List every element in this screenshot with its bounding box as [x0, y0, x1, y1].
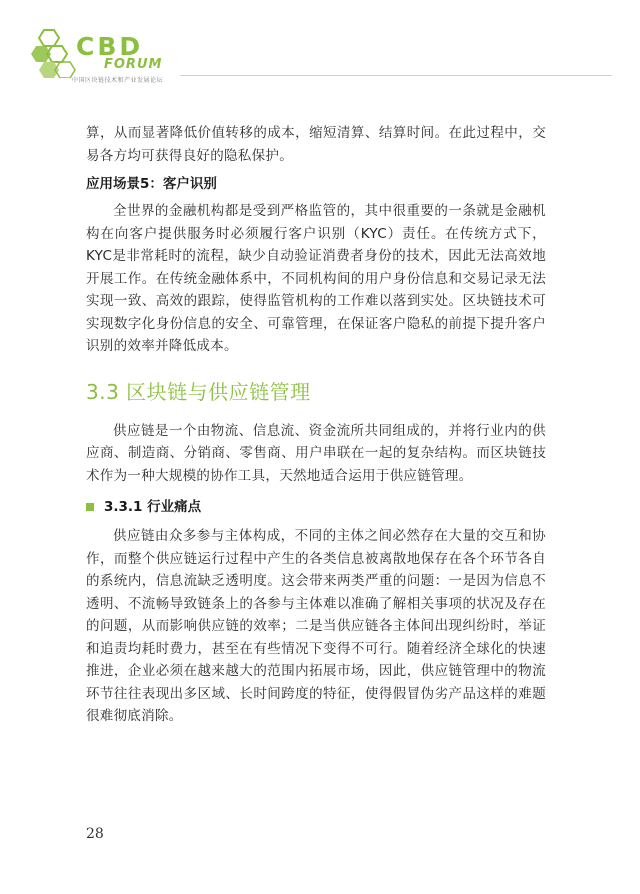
- page-number: 28: [86, 826, 104, 842]
- hexagon-logo-icon: [30, 28, 76, 78]
- section-heading: 3.3 区块链与供应链管理: [86, 379, 311, 404]
- subsection-label: 3.3.1 行业痛点: [104, 499, 202, 515]
- subsection-heading: [86, 497, 546, 517]
- paragraph-continued: 算，从而显著降低价值转移的成本，缩短清算、结算时间。在此过程中，交易各方均可获得良好的隐私保护。: [86, 125, 546, 164]
- bullet-square-icon: [86, 503, 94, 511]
- header-divider: [180, 75, 612, 76]
- scene-heading: 应用场景5：客户识别: [86, 176, 217, 192]
- paragraph-supply-chain: 供应链是一个由物流、信息流、资金流所共同组成的，并将行业内的供应商、制造商、分销商、零售商、用户串联在一起的复杂结构。而区块链技术作为一种大规模的协作工具，天然地适合运用于供应链管理。: [86, 422, 546, 484]
- paragraph-pain-points: 供应链由众多参与主体构成，不同的主体之间必然存在大量的交互和协作，而整个供应链运行过程中产生的各类信息被离散地保存在各个环节各自的系统内，信息流缺乏透明度。这会带来两类严重的问题：一是因为信息不透明、不流畅导致链条上的各参与主体难以准确了解相关事项的状况及存在的问题，从而影响供应链的效率；二是当供应链各主体间出现纠纷时，举证和追责均耗时费力，甚至在有些情况下变得不可行。随着经济全球化的快速推进，企业必须在越来越大的范围内拓展市场，因此，供应链管理中的物流环节往往表现出多区域、长时间跨度的特征，使得假冒伪劣产品这样的难题很难彻底消除。: [86, 528, 546, 724]
- paragraph-kyc: 全世界的金融机构都是受到严格监管的，其中很重要的一条就是金融机构在向客户提供服务时必须履行客户识别（KYC）责任。在传统方式下，KYC是非常耗时的流程，缺少自动验证消费者身份的技术，因此无法高效地开展工作。在传统金融体系中，不同机构间的用户身份信息和交易记录无法实现一致、高效的跟踪，使得监管机构的工作难以落到实处。区块链技术可实现数字化身份信息的安全、可靠管理，在保证客户隐私的前提下提升客户识别的效率并降低成本。: [86, 203, 546, 354]
- logo-forum-text: FORUM: [104, 57, 163, 72]
- logo-subtitle: 中国区块链技术和产业发展论坛: [72, 77, 164, 84]
- page-content: [86, 122, 546, 728]
- logo-cbd-text: CBD: [76, 32, 144, 61]
- page-header: [30, 28, 610, 88]
